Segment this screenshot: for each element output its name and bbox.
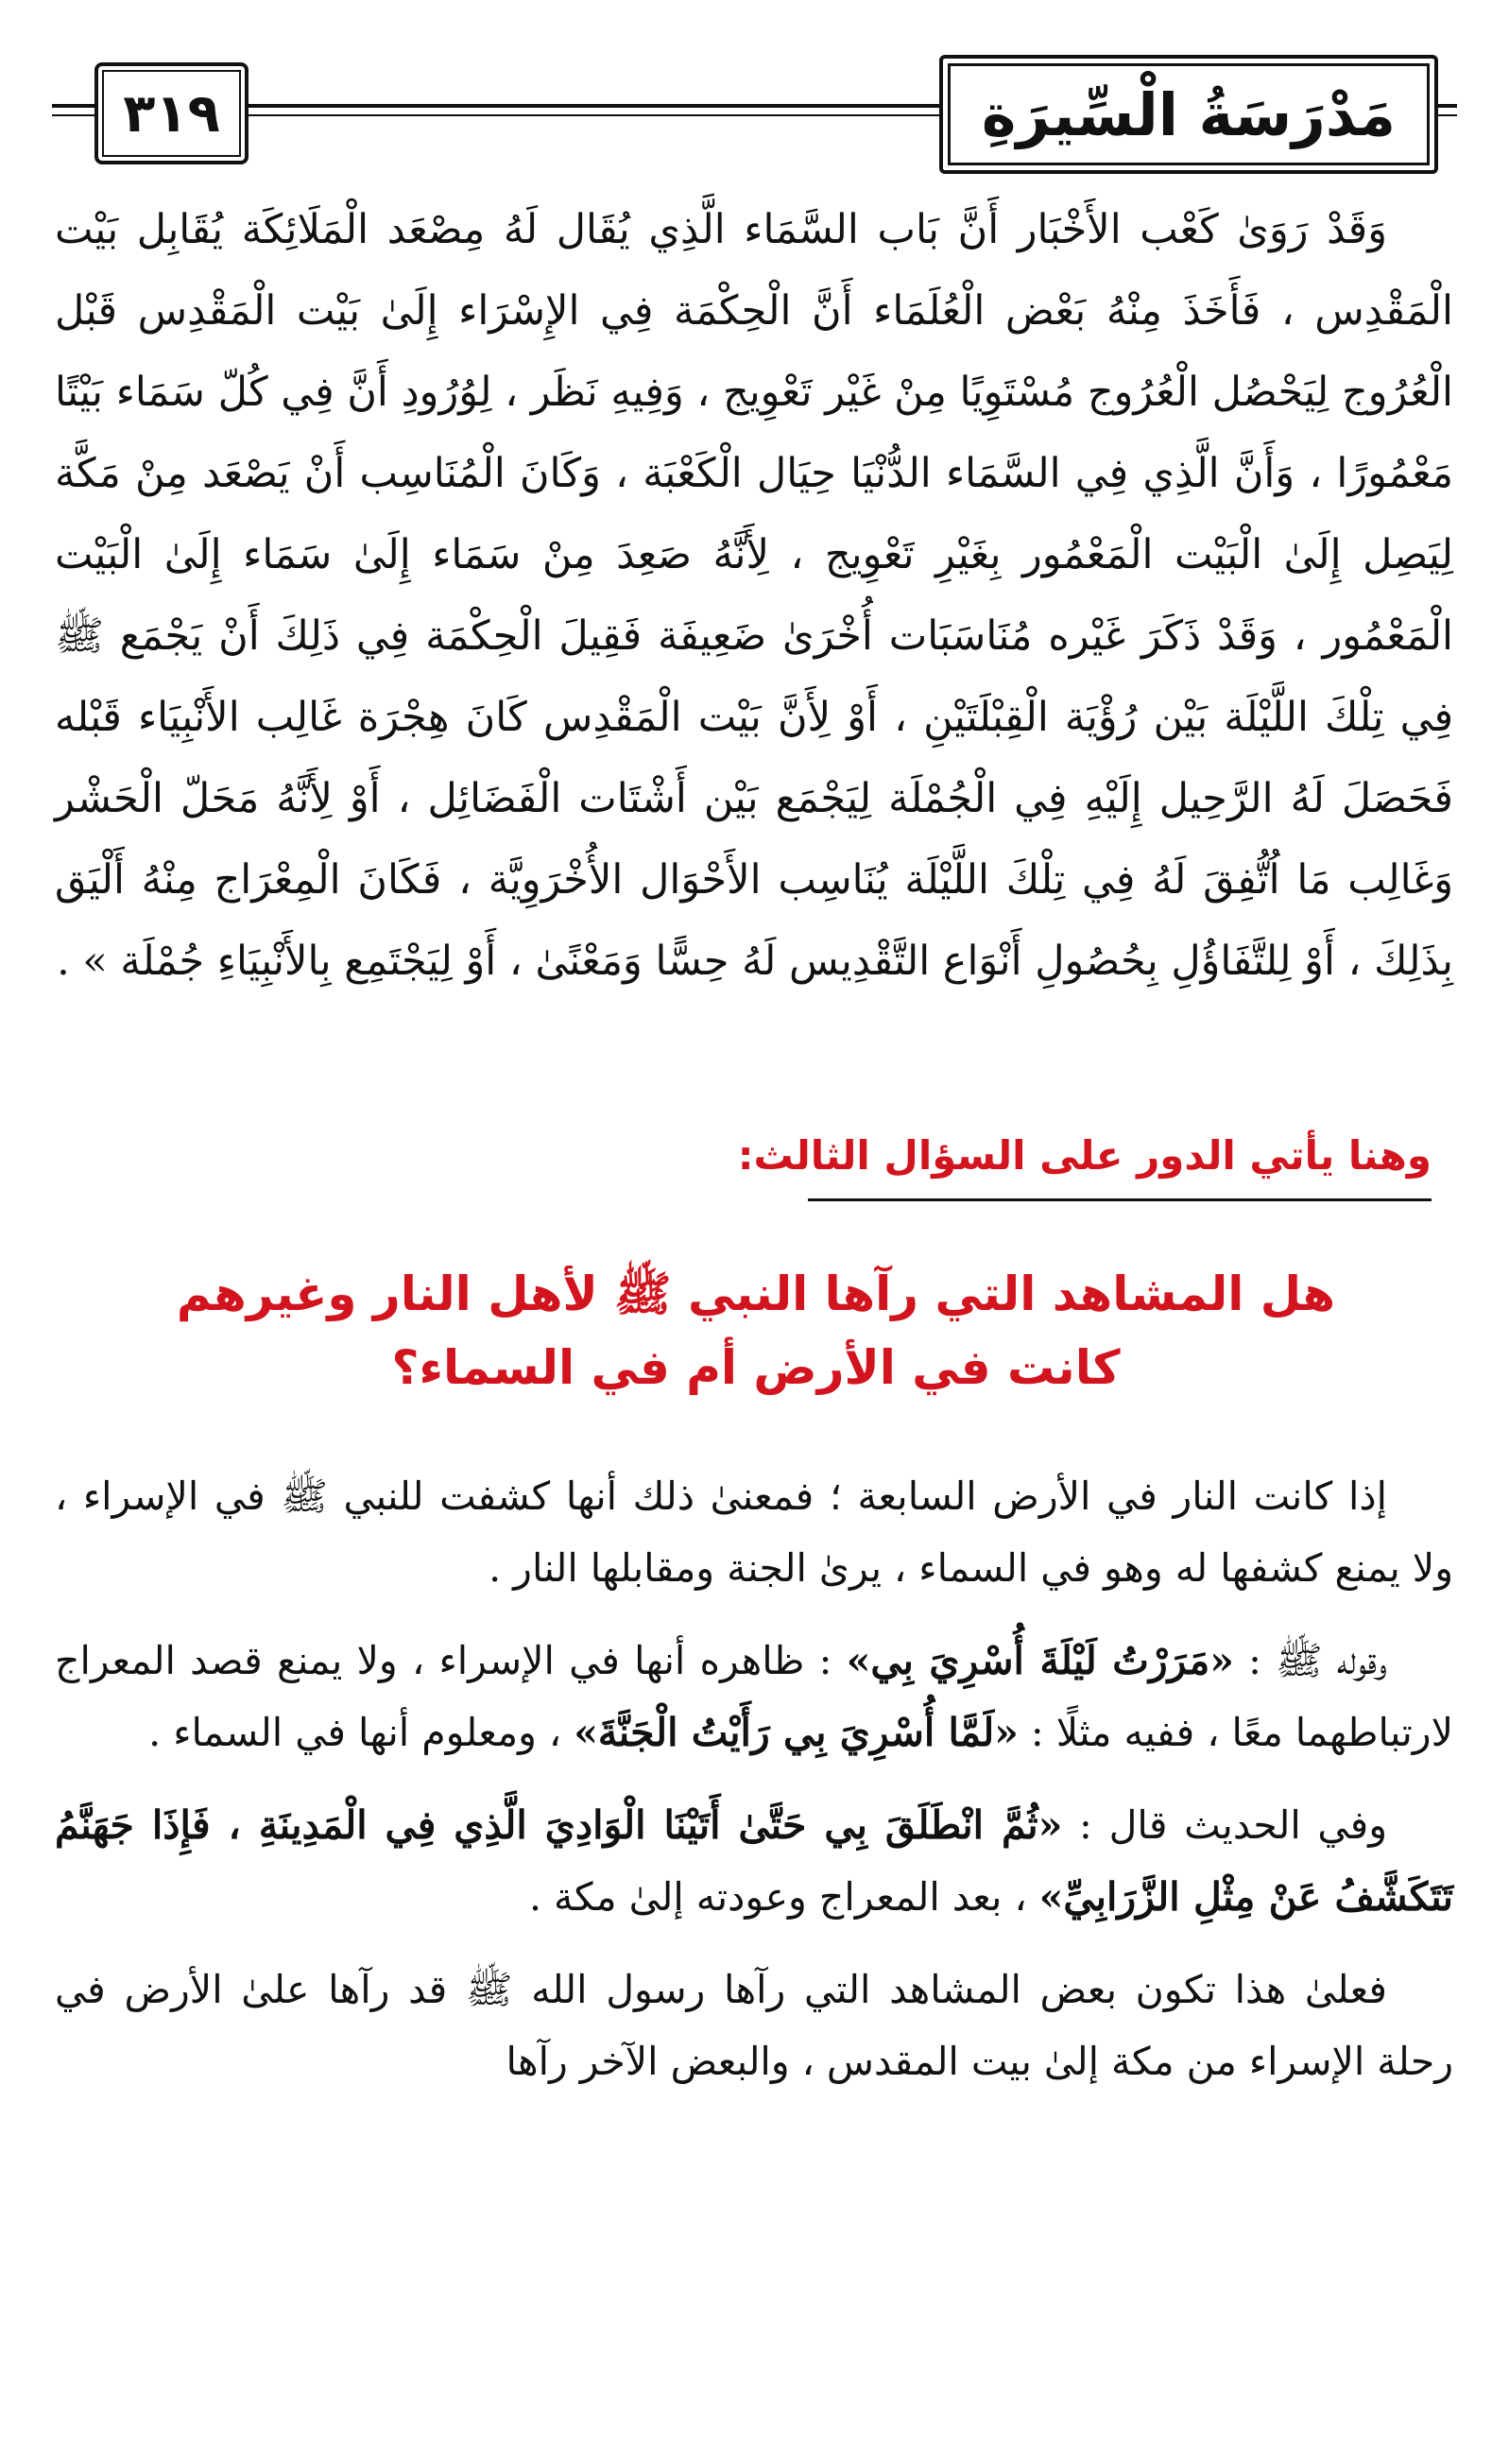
text-run: ، ومعلوم أنها في السماء . (148, 1710, 574, 1755)
question-heading (94, 1257, 1417, 1404)
section-marker (737, 1132, 1432, 1208)
text-run: وفي الحديث قال : (1062, 1802, 1387, 1848)
book-title: مَدْرَسَةُ الْسِّيرَةِ (981, 79, 1397, 149)
question-line-2: كانت في الأرض أم في السماء؟ (391, 1340, 1121, 1395)
hadith-quote: «لَمَّا أُسْرِيَ بِي رَأَيْتُ الْجَنَّةَ» (574, 1710, 1019, 1755)
page-header (52, 55, 1457, 159)
question-line-1: هل المشاهد التي رآها النبي ﷺ لأهل النار وغيرهم (176, 1266, 1336, 1321)
page-number-text: ٣١٩ (123, 82, 220, 145)
text-run: ، بعد المعراج وعودته إلىٰ مكة . (528, 1874, 1039, 1920)
answer-paragraph-1: إذا كانت النار في الأرض السابعة ؛ فمعنىٰ ذلك أنها كشفت للنبي ﷺ في الإسراء ، ولا يمنع كشفها له وهو في السماء ، يرىٰ الجنة ومقابلها النار . (55, 1473, 1453, 1591)
book-title-frame (939, 55, 1438, 174)
main-text (55, 189, 1453, 1002)
hadith-quote: «ثُمَّ انْطَلَقَ بِي حَتَّىٰ أَتَيْنَا الْوَادِيَ الَّذِي فِي الْمَدِينَةِ ، فَإِذَا جَهَنَّمُ تَتَكَشَّفُ عَنْ مِثْلِ الزَّرَابِيِّ» (55, 1802, 1453, 1920)
section-marker-rule (808, 1198, 1432, 1201)
text-run: وقوله ﷺ : (1233, 1638, 1387, 1683)
answer-text (55, 1460, 1453, 2118)
answer-paragraph-4: فعلىٰ هذا تكون بعض المشاهد التي رآها رسول الله ﷺ قد رآها علىٰ الأرض في رحلة الإسراء من مكة إلىٰ بيت المقدس ، والبعض الآخر رآها (55, 1967, 1453, 2084)
text-run: : ظاهره أنها في الإسراء ، ولا يمنع قصد المعراج لارتباطهما معًا ، ففيه مثلًا : (55, 1638, 1453, 1755)
page-number (94, 62, 249, 164)
hadith-quote: «مَرَرْتُ لَيْلَةَ أُسْرِيَ بِي» (846, 1638, 1234, 1683)
paragraph: وَقَدْ رَوَىٰ كَعْب الأَخْبَار أَنَّ بَاب السَّمَاء الَّذِي يُقَال لَهُ مِصْعَد الْمَلَائِكَة يُقَابِل بَيْت الْمَقْدِس ، فَأَخَذَ مِنْهُ بَعْض الْعُلَمَاء أَنَّ الْحِكْمَة فِي الإِسْرَاء إِلَىٰ بَيْت الْمَقْدِس قَبْل الْعُرُوج لِيَحْصُل الْعُرُوج مُسْتَوِيًا مِنْ غَيْر تَعْوِيج ، وَفِيهِ نَظَر ، لِوُرُودِ أَنَّ فِي كُلّ سَمَاء بَيْتًا مَعْمُورًا ، وَأَنَّ الَّذِي فِي السَّمَاء الدُّنْيَا حِيَال الْكَعْبَة ، وَكَانَ الْمُنَاسِب أَنْ يَصْعَد مِنْ مَكَّة لِيَصِل إِلَىٰ الْبَيْت الْمَعْمُور بِغَيْرِ تَعْوِيج ، لِأَنَّهُ صَعِدَ مِنْ سَمَاء إِلَىٰ سَمَاء إِلَىٰ الْبَيْت الْمَعْمُور ، وَقَدْ ذَكَرَ غَيْره مُنَاسَبَات أُخْرَىٰ ضَعِيفَة فَقِيلَ الْحِكْمَة فِي ذَلِكَ أَنْ يَجْمَع ﷺ فِي تِلْكَ اللَّيْلَة بَيْن رُؤْيَة الْقِبْلَتَيْنِ ، أَوْ لِأَنَّ بَيْت الْمَقْدِس كَانَ هِجْرَة غَالِب الأَنْبِيَاء قَبْله فَحَصَلَ لَهُ الرَّحِيل إِلَيْهِ فِي الْجُمْلَة لِيَجْمَع بَيْن أَشْتَات الْفَضَائِل ، أَوْ لِأَنَّهُ مَحَلّ الْحَشْر وَغَالِب مَا اُتُّفِقَ لَهُ فِي تِلْكَ اللَّيْلَة يُنَاسِب الأَحْوَال الأُخْرَوِيَّة ، فَكَانَ الْمِعْرَاج مِنْهُ أَلْيَق بِذَلِكَ ، أَوْ لِلتَّفَاؤُلِ بِحُصُولِ أَنْوَاع التَّقْدِيس لَهُ حِسًّا وَمَعْنًىٰ ، أَوْ لِيَجْتَمِع بِالأَنْبِيَاءِ جُمْلَة » . (55, 206, 1453, 985)
section-marker-text: وهنا يأتي الدور على السؤال الثالث: (737, 1132, 1432, 1179)
answer-paragraph-2 (55, 1625, 1453, 1768)
answer-paragraph-3 (55, 1789, 1453, 1933)
